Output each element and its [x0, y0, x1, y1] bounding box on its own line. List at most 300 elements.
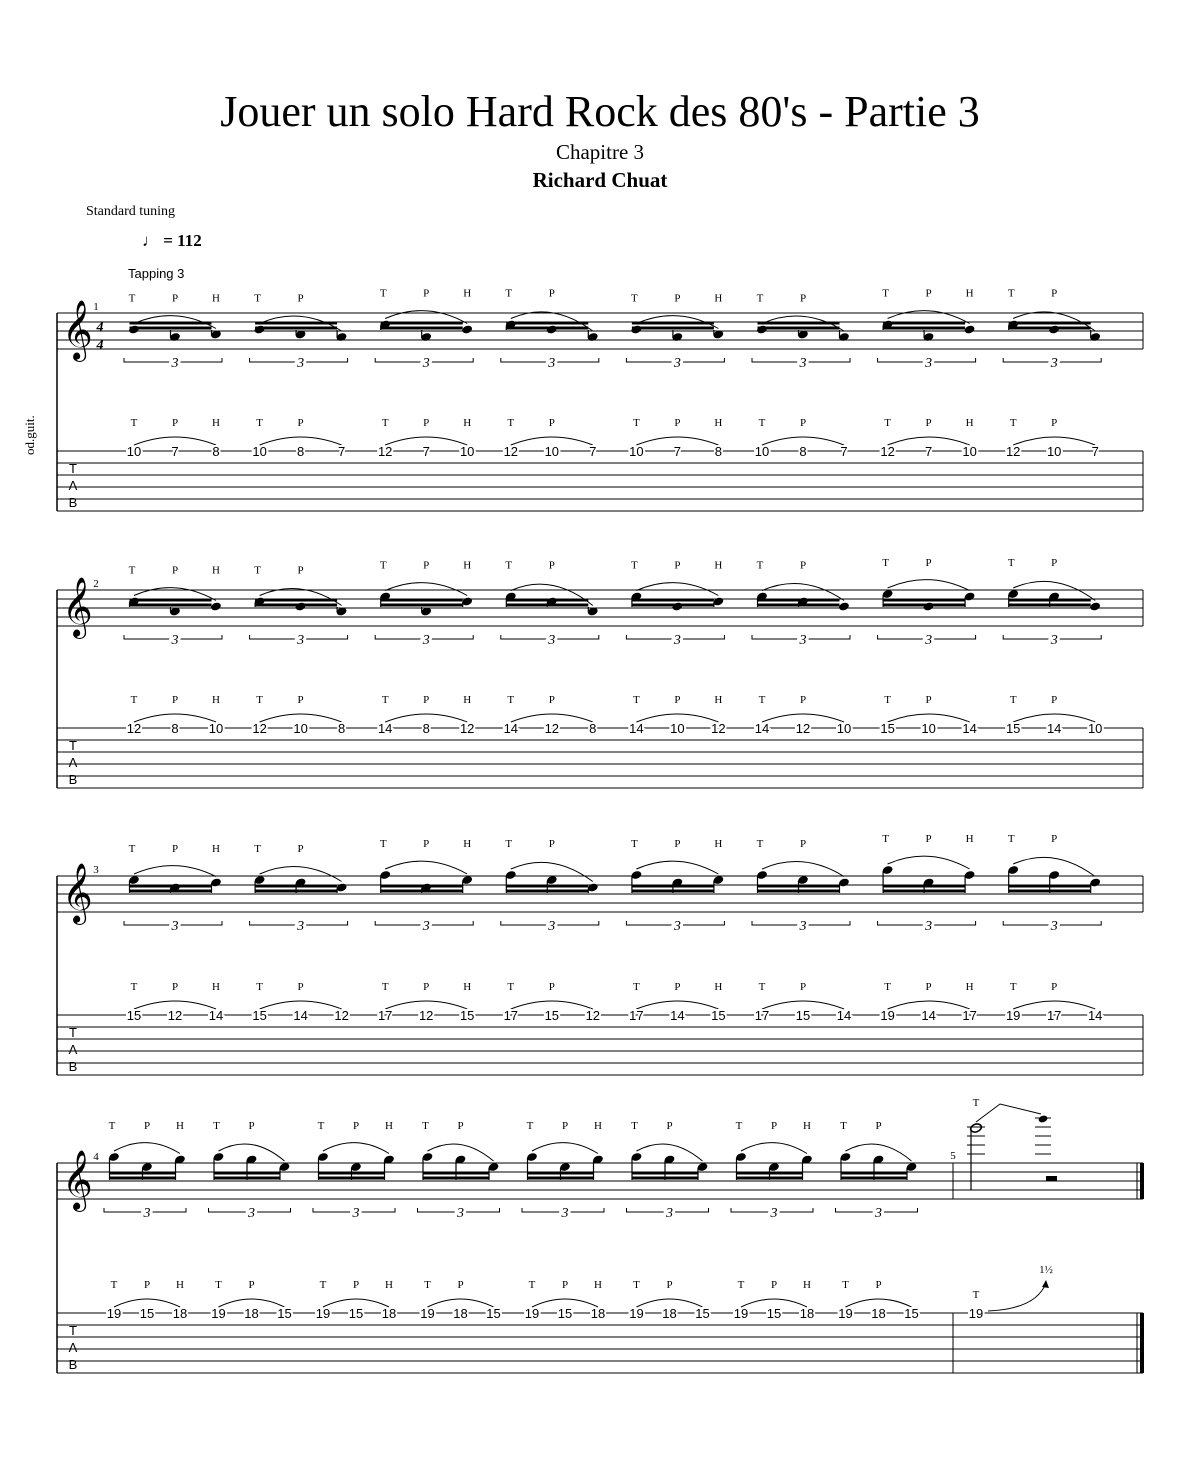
technique-mark: H: [463, 838, 472, 850]
technique-mark: P: [171, 292, 179, 305]
technique-mark: P: [423, 287, 430, 300]
tuplet-number: 3: [925, 633, 933, 648]
tab-technique-mark: P: [925, 981, 932, 993]
tab-technique-mark: H: [463, 981, 472, 993]
tab-technique-mark: H: [176, 1279, 184, 1291]
slur: [888, 580, 970, 591]
bend-amount: 1½: [1039, 1264, 1053, 1276]
tab-fret-number: 15: [795, 1008, 811, 1023]
technique-mark: P: [799, 838, 807, 850]
tab-technique-mark: H: [463, 694, 472, 706]
technique-mark: P: [1051, 557, 1058, 569]
technique-mark: T: [526, 1120, 534, 1132]
treble-clef-icon: 𝄞: [62, 1150, 93, 1210]
tab-fret-number: 14: [629, 721, 644, 736]
tab-fret-number: 10: [252, 444, 267, 459]
tab-fret-number: 8: [212, 444, 220, 459]
tab-technique-mark: T: [256, 694, 263, 706]
tab-fret-number: 15: [459, 1008, 475, 1023]
technique-mark: H: [212, 292, 220, 305]
tab-technique-mark: P: [799, 417, 807, 429]
technique-mark: P: [423, 559, 430, 572]
technique-mark: P: [297, 843, 304, 855]
technique-mark: H: [803, 1120, 811, 1132]
tab-fret-number: 14: [921, 1008, 936, 1023]
tab-fret-number: 12: [544, 721, 560, 736]
tab-technique-mark: T: [884, 417, 891, 429]
section-label: Tapping 3: [128, 266, 185, 281]
tab-fret-number: 18: [381, 1306, 397, 1321]
technique-mark: P: [548, 559, 555, 572]
technique-mark: P: [548, 287, 555, 300]
tuplet-number: 3: [799, 356, 807, 371]
tuplet-number: 3: [799, 919, 807, 934]
tab-fret-number: 12: [334, 1008, 349, 1023]
technique-mark: P: [297, 564, 304, 577]
technique-mark: H: [385, 1120, 393, 1132]
tab-technique-mark: T: [130, 417, 138, 429]
notehead: [210, 601, 222, 611]
tab-technique-mark: T: [507, 417, 515, 429]
tab-clef-letter: B: [68, 772, 78, 787]
tab-technique-mark: T: [633, 1279, 640, 1291]
tab-fret-number: 14: [754, 721, 770, 736]
treble-clef-icon: 𝄞: [62, 300, 93, 360]
bar-number: 1: [93, 301, 99, 313]
tab-fret-number: 18: [244, 1306, 259, 1321]
technique-mark: H: [212, 843, 220, 855]
tuplet-number: 3: [673, 633, 681, 648]
tab-fret-number: 19: [880, 1008, 895, 1023]
technique-mark: H: [965, 833, 974, 845]
tab-fret-number: 19: [838, 1306, 853, 1321]
tab-fret-number: 7: [1091, 444, 1099, 459]
tab-technique-mark: T: [381, 417, 389, 429]
tab-fret-number: 15: [544, 1008, 560, 1023]
tab-fret-number: 18: [453, 1306, 468, 1321]
technique-mark: P: [666, 1120, 673, 1132]
technique-mark: P: [674, 838, 681, 850]
technique-mark: P: [143, 1120, 151, 1132]
tab-fret-number: 14: [293, 1008, 308, 1023]
tab-technique-mark: T: [842, 1279, 849, 1291]
technique-mark: T: [882, 287, 889, 300]
tab-fret-number: 10: [1087, 721, 1103, 736]
tuplet-number: 3: [925, 919, 933, 934]
tab-fret-number: 10: [1046, 444, 1062, 459]
tab-fret-number: 8: [422, 721, 430, 736]
tab-technique-mark: P: [423, 694, 430, 706]
technique-mark: P: [925, 557, 932, 569]
tab-technique-mark: T: [110, 1279, 118, 1291]
tab-technique-mark: H: [803, 1279, 811, 1291]
technique-mark: T: [108, 1120, 116, 1132]
tab-fret-number: 12: [418, 1008, 434, 1023]
tab-fret-number: 12: [503, 444, 519, 459]
tuning-label: Standard tuning: [86, 204, 176, 219]
tab-fret-number: 12: [585, 1008, 601, 1023]
tab-technique-mark: P: [352, 1279, 360, 1291]
tab-technique-mark: T: [633, 417, 640, 429]
technique-mark: P: [1051, 833, 1058, 845]
tab-fret-number: 12: [167, 1008, 183, 1023]
technique-mark: H: [176, 1120, 184, 1132]
tab-technique-mark: T: [972, 1289, 980, 1301]
technique-mark: T: [379, 838, 387, 850]
technique-mark: P: [423, 838, 430, 850]
technique-mark: T: [254, 843, 261, 855]
tab-fret-number: 15: [904, 1306, 919, 1321]
technique-mark: H: [714, 292, 723, 305]
tab-fret-number: 8: [296, 444, 305, 459]
tab-technique-mark: P: [171, 981, 179, 993]
score-artist: Richard Chuat: [532, 168, 668, 192]
technique-mark: T: [254, 564, 261, 577]
notehead: [838, 601, 850, 611]
tab-fret-number: 17: [1046, 1008, 1062, 1023]
tab-technique-mark: P: [1051, 981, 1058, 993]
tab-fret-number: 12: [377, 444, 393, 459]
tab-fret-number: 10: [459, 444, 475, 459]
tab-fret-number: 18: [172, 1306, 188, 1321]
tab-clef-letter: A: [68, 478, 78, 493]
tab-technique-mark: T: [256, 981, 263, 993]
technique-mark: T: [631, 1120, 638, 1132]
tab-fret-number: 19: [968, 1306, 984, 1321]
tab-technique-mark: P: [561, 1279, 569, 1291]
tab-technique-mark: T: [758, 417, 766, 429]
bend-arrow: [988, 1283, 1046, 1311]
tab-technique-mark: P: [248, 1279, 255, 1291]
tab-technique-mark: H: [212, 694, 220, 706]
tab-fret-number: 12: [126, 721, 142, 736]
technique-mark: T: [379, 559, 387, 572]
bar-number: 3: [93, 864, 99, 876]
tab-fret-number: 8: [337, 721, 346, 736]
tab-fret-number: 10: [962, 444, 977, 459]
technique-mark: P: [875, 1120, 882, 1132]
tab-technique-mark: P: [457, 1279, 464, 1291]
quarter-note-icon: ♩: [142, 231, 159, 250]
tuplet-number: 3: [548, 356, 556, 371]
technique-mark: T: [882, 833, 889, 845]
tab-technique-mark: T: [1009, 417, 1017, 429]
tab-fret-number: 8: [714, 444, 723, 459]
tab-technique-mark: H: [965, 981, 974, 993]
tab-fret-number: 19: [629, 1306, 644, 1321]
tab-technique-mark: P: [674, 981, 681, 993]
technique-mark: P: [674, 292, 681, 305]
tab-fret-number: 7: [337, 444, 346, 459]
tab-clef-letter: T: [69, 461, 77, 476]
tab-technique-mark: T: [507, 694, 515, 706]
tab-technique-mark: T: [424, 1279, 431, 1291]
tab-technique-mark: T: [884, 981, 891, 993]
technique-mark: P: [248, 1120, 255, 1132]
tab-technique-mark: T: [215, 1279, 222, 1291]
tab-technique-mark: P: [171, 694, 179, 706]
tab-fret-number: 17: [962, 1008, 977, 1023]
tuplet-number: 3: [248, 1206, 255, 1221]
tab-fret-number: 18: [871, 1306, 886, 1321]
technique-mark: T: [213, 1120, 220, 1132]
technique-mark: T: [505, 559, 513, 572]
tab-fret-number: 12: [1005, 444, 1021, 459]
technique-mark: T: [505, 287, 513, 300]
tab-fret-number: 15: [711, 1008, 726, 1023]
tuplet-number: 3: [457, 1206, 464, 1221]
tuplet-number: 3: [422, 633, 430, 648]
tab-technique-mark: H: [594, 1279, 602, 1291]
notehead: [964, 324, 976, 334]
technique-mark: T: [254, 292, 261, 305]
tab-technique-mark: T: [381, 981, 389, 993]
technique-mark: H: [594, 1120, 602, 1132]
tuplet-number: 3: [297, 356, 305, 371]
tempo-value: = 112: [163, 231, 202, 250]
tab-fret-number: 19: [733, 1306, 749, 1321]
tab-technique-mark: H: [714, 417, 723, 429]
tab-technique-mark: P: [799, 694, 807, 706]
bar-number: 4: [93, 1151, 99, 1163]
tab-fret-number: 18: [590, 1306, 606, 1321]
tuplet-number: 3: [673, 919, 681, 934]
tuplet-number: 3: [1050, 633, 1058, 648]
tuplet-number: 3: [422, 919, 430, 934]
tab-technique-mark: P: [423, 981, 430, 993]
technique-mark: T: [1007, 833, 1015, 845]
tab-fret-number: 15: [1005, 721, 1021, 736]
tab-technique-mark: P: [297, 981, 304, 993]
tab-fret-number: 10: [293, 721, 308, 736]
slur: [114, 1143, 180, 1154]
final-bar-thick: [1140, 1163, 1144, 1199]
tuplet-number: 3: [770, 1206, 778, 1221]
half-rest-icon: [1046, 1176, 1057, 1181]
tuplet-number: 3: [143, 1206, 151, 1221]
tab-technique-mark: H: [714, 981, 723, 993]
technique-mark: P: [171, 843, 179, 855]
tab-technique-mark: P: [143, 1279, 151, 1291]
tab-fret-number: 15: [766, 1306, 782, 1321]
tab-fret-number: 10: [836, 721, 852, 736]
tab-fret-number: 7: [924, 444, 933, 459]
tab-clef-letter: A: [68, 1340, 78, 1355]
tab-fret-number: 18: [662, 1306, 677, 1321]
tab-technique-mark: P: [770, 1279, 778, 1291]
tuplet-number: 3: [352, 1206, 360, 1221]
tab-fret-number: 10: [754, 444, 770, 459]
tab-technique-mark: P: [925, 694, 932, 706]
technique-mark: T: [128, 564, 136, 577]
technique-mark: P: [770, 1120, 778, 1132]
tab-fret-number: 15: [252, 1008, 267, 1023]
technique-mark: T: [422, 1120, 429, 1132]
tab-technique-mark: T: [507, 981, 515, 993]
tab-technique-mark: P: [171, 417, 179, 429]
tab-fret-number: 15: [139, 1306, 155, 1321]
tab-fret-number: 14: [836, 1008, 852, 1023]
tab-technique-mark: P: [1051, 694, 1058, 706]
tab-fret-number: 15: [486, 1306, 501, 1321]
slur: [636, 861, 718, 874]
technique-mark: H: [965, 287, 974, 300]
tab-fret-number: 19: [524, 1306, 540, 1321]
tab-technique-mark: T: [1009, 694, 1017, 706]
technique-mark: P: [297, 292, 304, 305]
technique-mark: P: [171, 564, 179, 577]
tab-fret-number: 7: [673, 444, 682, 459]
tab-fret-number: 8: [799, 444, 807, 459]
tab-technique-mark: H: [965, 417, 974, 429]
slur: [323, 1143, 389, 1154]
tab-technique-mark: T: [256, 417, 263, 429]
slur: [888, 856, 970, 869]
tab-technique-mark: T: [381, 694, 389, 706]
tab-fret-number: 12: [711, 721, 726, 736]
tab-technique-mark: T: [319, 1279, 327, 1291]
tuplet-number: 3: [297, 633, 305, 648]
tab-fret-number: 19: [211, 1306, 226, 1321]
technique-mark: T: [379, 287, 387, 300]
tuplet-number: 3: [171, 919, 179, 934]
notehead: [1089, 601, 1101, 611]
treble-clef-icon: 𝄞: [62, 863, 93, 923]
tab-fret-number: 12: [795, 721, 811, 736]
tab-technique-mark: H: [212, 417, 220, 429]
tab-fret-number: 15: [557, 1306, 573, 1321]
tab-technique-mark: P: [674, 694, 681, 706]
tab-technique-mark: P: [423, 417, 430, 429]
time-signature-top: 4: [96, 320, 104, 335]
tuplet-number: 3: [1050, 919, 1058, 934]
tab-technique-mark: P: [799, 981, 807, 993]
tab-fret-number: 15: [277, 1306, 292, 1321]
tab-technique-mark: P: [925, 417, 932, 429]
tuplet-number: 3: [171, 356, 179, 371]
tab-fret-number: 17: [629, 1008, 644, 1023]
tab-fret-number: 7: [840, 444, 848, 459]
tab-technique-mark: T: [1009, 981, 1017, 993]
tab-technique-mark: P: [875, 1279, 882, 1291]
tab-technique-mark: P: [297, 694, 304, 706]
technique-mark: P: [925, 287, 932, 300]
tab-fret-number: 14: [1046, 721, 1062, 736]
tab-technique-mark: P: [548, 694, 555, 706]
technique-mark: P: [674, 559, 681, 572]
technique-mark: T: [735, 1120, 743, 1132]
tab-fret-number: 10: [544, 444, 560, 459]
tab-fret-number: 17: [377, 1008, 393, 1023]
tab-fret-number: 19: [106, 1306, 122, 1321]
technique-mark: H: [714, 559, 723, 572]
tab-clef-letter: T: [69, 738, 77, 753]
tab-fret-number: 10: [208, 721, 224, 736]
technique-mark: T: [1007, 557, 1015, 569]
tab-clef-letter: A: [68, 1042, 78, 1057]
tab-technique-mark: P: [548, 981, 555, 993]
technique-mark: T: [631, 838, 638, 850]
tuplet-number: 3: [799, 633, 807, 648]
technique-mark: T: [128, 292, 136, 305]
technique-mark: P: [561, 1120, 569, 1132]
tab-clef-letter: B: [68, 495, 78, 510]
notehead: [1038, 1114, 1049, 1123]
final-bar-thick: [1140, 1313, 1144, 1373]
technique-mark: P: [799, 292, 807, 305]
tab-fret-number: 7: [589, 444, 597, 459]
tuplet-number: 3: [1050, 356, 1058, 371]
technique-mark: P: [457, 1120, 464, 1132]
technique-mark: T: [317, 1120, 325, 1132]
tuplet-number: 3: [925, 356, 933, 371]
score-title: Jouer un solo Hard Rock des 80's - Partie 3: [220, 87, 980, 136]
technique-mark: T: [631, 559, 638, 572]
tuplet-number: 3: [297, 919, 305, 934]
technique-mark: T: [756, 292, 764, 305]
bar-number: 5: [950, 1150, 956, 1162]
tab-fret-number: 19: [1005, 1008, 1021, 1023]
tab-fret-number: 19: [420, 1306, 435, 1321]
technique-mark: H: [463, 559, 472, 572]
tab-fret-number: 12: [880, 444, 895, 459]
technique-mark: T: [972, 1097, 980, 1109]
treble-clef-icon: 𝄞: [62, 577, 93, 637]
slur: [532, 1143, 598, 1154]
tab-fret-number: 14: [670, 1008, 685, 1023]
slur: [762, 862, 844, 877]
score-subtitle: Chapitre 3: [555, 140, 645, 164]
technique-mark: P: [799, 559, 807, 572]
time-signature-bottom: 4: [96, 338, 104, 353]
technique-mark: H: [212, 564, 220, 577]
tuplet-number: 3: [875, 1206, 882, 1221]
technique-mark: T: [882, 557, 889, 569]
tab-technique-mark: T: [528, 1279, 536, 1291]
tuplet-number: 3: [673, 356, 681, 371]
tab-technique-mark: H: [463, 417, 472, 429]
tab-fret-number: 10: [921, 721, 936, 736]
tab-technique-mark: T: [758, 694, 766, 706]
tab-fret-number: 14: [1087, 1008, 1103, 1023]
tab-fret-number: 12: [459, 721, 475, 736]
tab-fret-number: 7: [422, 444, 430, 459]
technique-mark: T: [128, 843, 136, 855]
tuplet-number: 3: [561, 1206, 569, 1221]
tab-technique-mark: P: [548, 417, 555, 429]
tab-fret-number: 15: [126, 1008, 142, 1023]
technique-mark: T: [1007, 287, 1015, 300]
tab-technique-mark: T: [758, 981, 766, 993]
tab-technique-mark: T: [633, 694, 640, 706]
technique-mark: P: [925, 833, 932, 845]
tab-fret-number: 17: [503, 1008, 519, 1023]
tab-fret-number: 14: [962, 721, 977, 736]
tab-technique-mark: T: [884, 694, 891, 706]
tab-fret-number: 12: [252, 721, 267, 736]
technique-mark: P: [352, 1120, 360, 1132]
technique-mark: T: [505, 838, 513, 850]
tab-technique-mark: P: [666, 1279, 673, 1291]
tab-fret-number: 10: [126, 444, 142, 459]
tab-technique-mark: T: [130, 694, 138, 706]
slur: [385, 583, 467, 596]
bend-line: [976, 1104, 1041, 1122]
instrument-label: od.guit.: [22, 415, 37, 455]
tab-clef-letter: B: [68, 1357, 78, 1372]
technique-mark: T: [756, 838, 764, 850]
technique-mark: P: [1051, 287, 1058, 300]
